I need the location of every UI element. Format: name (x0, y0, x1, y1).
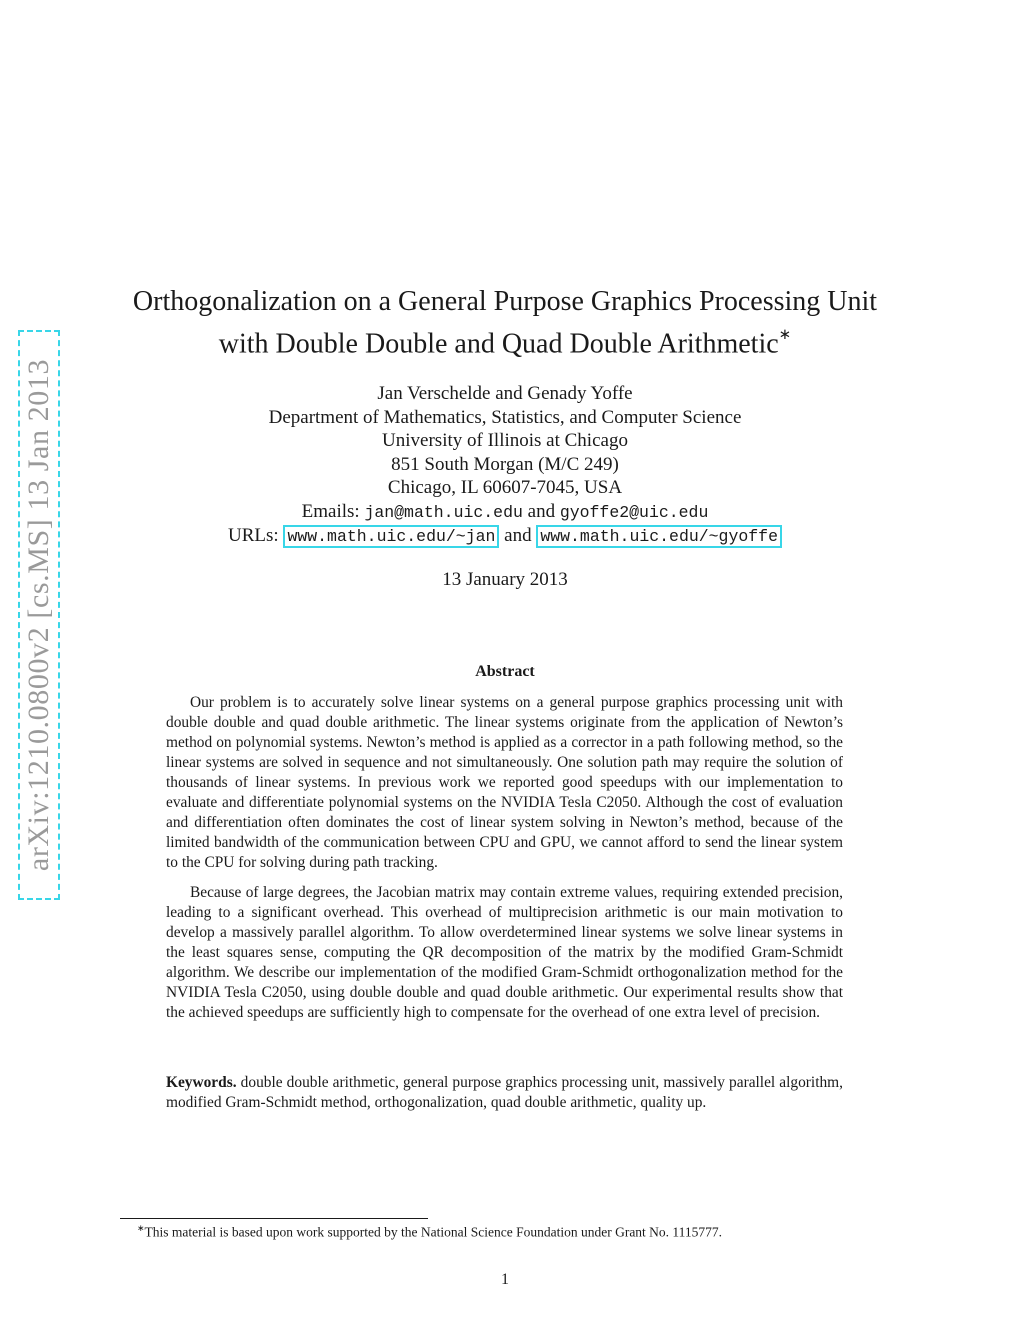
keywords-label: Keywords. (166, 1074, 237, 1091)
publication-date: 13 January 2013 (442, 569, 568, 590)
abstract-paragraph-2: Because of large degrees, the Jacobian matrix may contain extreme values, requiring extended precision, leading to a significant overhead. This overhead of multiprecision arithmetic is our main motivation to develop a massively parallel algorithm. To allow overdetermined linear systems we solve linear systems in the least squares sense, computing the QR decomposition of the matrix by the modified Gram-Schmidt algorithm. We describe our implementation of the modified Gram-Schmidt orthogonalization method for the NVIDIA Tesla C2050, using double double and quad double arithmetic. Our experimental results show that the achieved speedups are sufficiently high to compensate for the overhead of one extra level of precision. (166, 884, 843, 1021)
email-link-2[interactable]: gyoffe2@uic.edu (559, 502, 709, 522)
footnote-divider (120, 1218, 428, 1219)
authors: Jan Verschelde and Genady Yoffe (377, 383, 633, 404)
keywords-text: double double arithmetic, general purpose graphics processing unit, massively parallel algorithm, modified Gram-Schmidt method, orthogonalization, quad double arithmetic, quality up. (166, 1074, 843, 1111)
page-number: 1 (501, 1271, 509, 1288)
urls-label: URLs: (228, 525, 279, 546)
urls-conjunction: and (504, 525, 532, 546)
university: University of Illinois at Chicago (382, 430, 628, 451)
url-link-2[interactable]: www.math.uic.edu/~gyoffe (536, 525, 782, 548)
title-footnote-mark[interactable]: ∗ (778, 327, 792, 343)
footnote (137, 1223, 897, 1241)
abstract-body (166, 693, 843, 1033)
keywords (166, 1073, 843, 1113)
email-link-1[interactable]: jan@math.uic.edu (364, 502, 523, 522)
urls-line (0, 524, 1010, 549)
url-link-1[interactable]: www.math.uic.edu/~jan (283, 525, 499, 548)
arxiv-identifier: arXiv:1210.0800v2 [cs.MS] 13 Jan 2013 (22, 358, 55, 872)
emails-conjunction: and (527, 500, 556, 522)
title-line-1: Orthogonalization on a General Purpose Graphics Processing Unit (132, 286, 878, 317)
city-address: Chicago, IL 60607-7045, USA (387, 477, 623, 498)
footnote-mark: ∗ (137, 1223, 145, 1233)
department: Department of Mathematics, Statistics, and Computer Science (268, 406, 742, 428)
emails-line (0, 500, 1010, 525)
abstract-heading: Abstract (475, 663, 535, 680)
title-line-2: with Double Double and Quad Double Arithmetic∗ (218, 327, 792, 360)
paper-title (0, 283, 1010, 362)
emails-label: Emails: (301, 500, 360, 522)
street-address: 851 South Morgan (M/C 249) (391, 453, 619, 475)
footnote-text: This material is based upon work supported by the National Science Foundation under Grant No. 1115777. (144, 1224, 723, 1240)
author-block (0, 382, 1010, 549)
abstract-paragraph-1: Our problem is to accurately solve linear systems on a general purpose graphics processing unit with double double and quad double arithmetic. The linear systems originate from the application of Newton’s method on polynomial systems. Newton’s method is applied as a corrector in a path following method, so the linear systems are solved in sequence and not simultaneously. One solution path may require the solution of thousands of linear systems. In previous work we reported good speedups with our implementation to evaluate and differentiate polynomial systems on the NVIDIA Tesla C2050. Although the cost of evaluation and differentiation often dominates the cost of linear system solving in Newton’s method, because of the limited bandwidth of the communication between CPU and GPU, we cannot afford to send the linear system to the CPU for solving during path tracking. (166, 694, 843, 871)
